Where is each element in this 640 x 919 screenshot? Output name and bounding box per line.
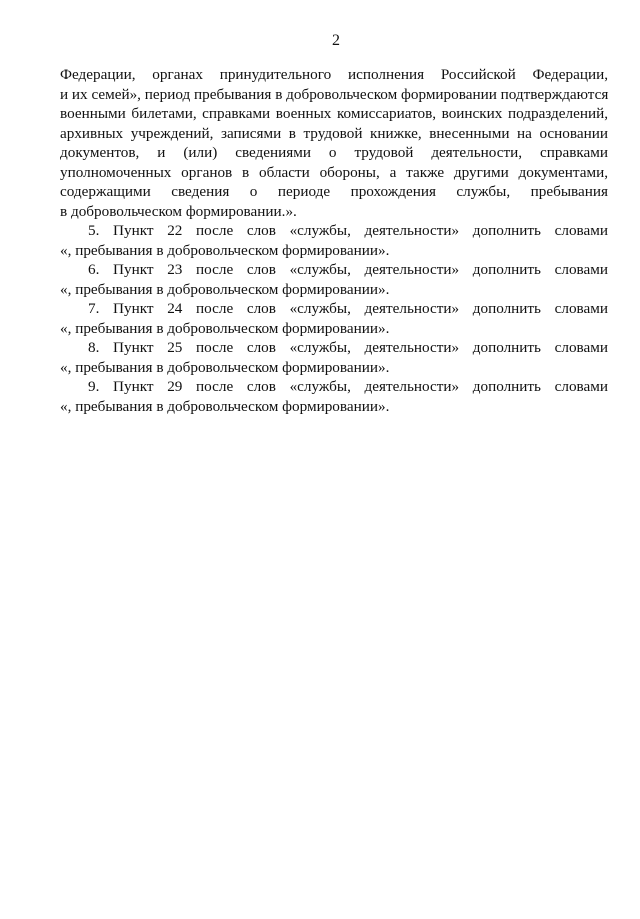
text-line: «, пребывания в добровольческом формировании». (60, 397, 390, 415)
text-line: «, пребывания в добровольческом формировании». (60, 319, 390, 337)
text-line: «, пребывания в добровольческом формировании». (60, 358, 390, 376)
paragraph-continuation (60, 65, 608, 221)
text-line: «, пребывания в добровольческом формировании». (60, 241, 390, 259)
text-line: уполномоченных органов в области обороны, а также другими документами, (60, 163, 608, 181)
text-line: 8. Пункт 25 после слов «службы, деятельности» дополнить словами (88, 339, 608, 356)
text-line: «, пребывания в добровольческом формировании». (60, 280, 390, 298)
paragraph-item-5 (60, 221, 608, 260)
text-line: содержащими сведения о периоде прохождения службы, пребывания (60, 183, 608, 200)
paragraph-item-9 (60, 377, 608, 416)
text-line: 9. Пункт 29 после слов «службы, деятельности» дополнить словами (88, 378, 608, 395)
text-line: военными билетами, справками военных комиссариатов, воинских подразделений, (60, 105, 608, 122)
text-line: документов, и (или) сведениями о трудовой деятельности, справками (60, 144, 608, 161)
text-line: и их семей», период пребывания в добровольческом формировании подтверждаются (60, 85, 609, 103)
text-line: 6. Пункт 23 после слов «службы, деятельности» дополнить словами (88, 261, 608, 278)
document-body (60, 65, 608, 416)
paragraph-item-6 (60, 260, 608, 299)
text-line: в добровольческом формировании.». (60, 202, 297, 220)
text-line: архивных учреждений, записями в трудовой книжке, внесенными на основании (60, 124, 608, 142)
text-line: 5. Пункт 22 после слов «службы, деятельности» дополнить словами (88, 222, 608, 239)
text-line: 7. Пункт 24 после слов «службы, деятельности» дополнить словами (88, 300, 608, 317)
paragraph-item-7 (60, 299, 608, 338)
page-number: 2 (332, 32, 340, 49)
text-line: Федерации, органах принудительного исполнения Российской Федерации, (60, 66, 608, 83)
paragraph-item-8 (60, 338, 608, 377)
